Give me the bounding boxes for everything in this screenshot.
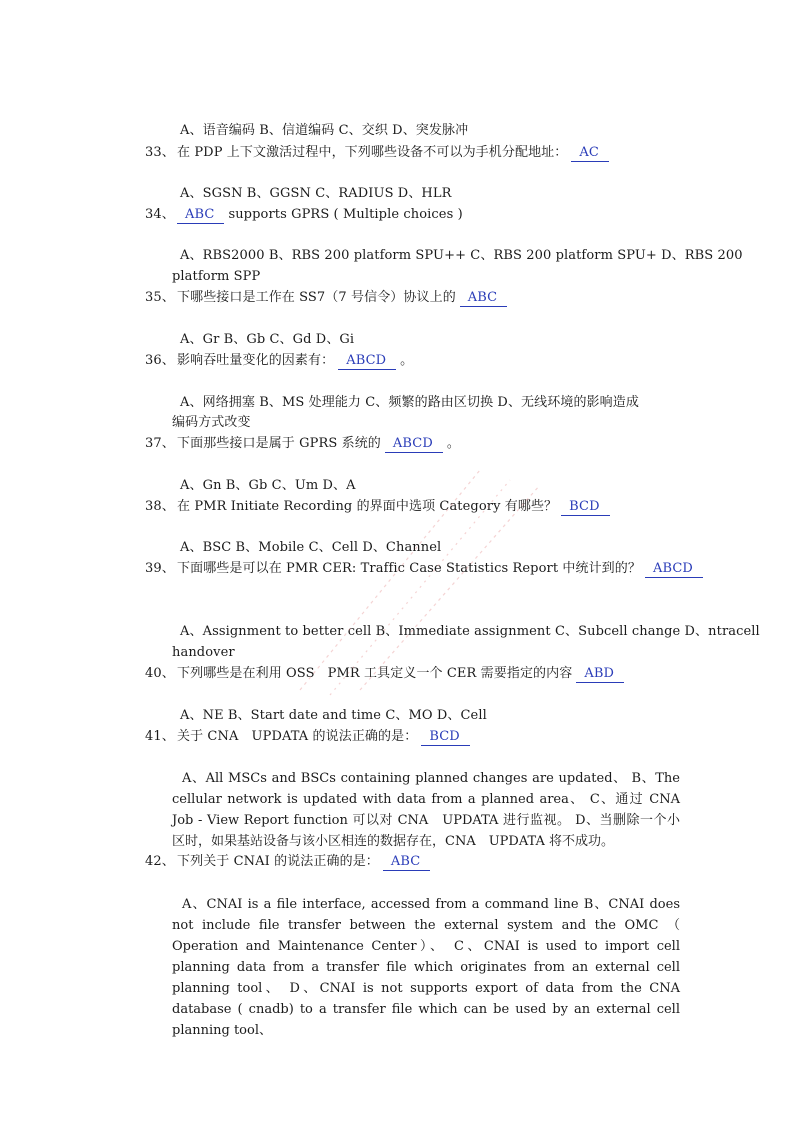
question-number: 38、 — [145, 499, 175, 514]
options-q39-line2: handover — [172, 645, 235, 660]
question-text: 在 PDP 上下文激活过程中，下列哪些设备不可以为手机分配地址： — [177, 145, 568, 160]
answer-blank: BCD — [561, 499, 609, 516]
question-text: 下面那些接口是属于 GPRS 系统的 — [177, 436, 381, 451]
options-q42: A、CNAI is a file interface, accessed from a command line B、CNAI does not include file transfer between the external system and the OMC （ Operation and Maintenance Center）、 C、CNAI is used to import cell planning data from a transfer file which originates from an external cell planning tool、 D、CNAI is not supports export of data from the CNA database ( cnadb) to a transfer file which can be used by an external cell planning tool、 — [172, 897, 680, 1038]
question-number: 41、 — [145, 729, 175, 744]
question-number: 40、 — [145, 666, 175, 681]
question-tail: 。 — [400, 353, 414, 368]
question-text: 在 PMR Initiate Recording 的界面中选项 Category 有哪些？ — [177, 499, 558, 514]
question-text: 影响吞吐量变化的因素有： — [177, 353, 335, 368]
answer-blank: ABC — [460, 290, 507, 307]
options-q39-line1: A、Assignment to better cell B、Immediate assignment C、Subcell change D、ntracell — [180, 624, 760, 639]
question-36 — [145, 351, 705, 371]
answer-blank: ABCD — [385, 436, 443, 453]
options-q34-line1: A、RBS2000 B、RBS 200 platform SPU++ C、RBS 200 platform SPU+ D、RBS 200 — [180, 248, 743, 263]
question-37 — [145, 434, 705, 454]
answer-blank: ABC — [383, 854, 430, 871]
options-q32: A、语音编码 B、信道编码 C、交织 D、突发脉冲 — [180, 123, 469, 138]
question-text: 关于 CNA UPDATA 的说法正确的是： — [177, 729, 418, 744]
answer-blank: AC — [571, 145, 609, 162]
question-41 — [145, 727, 705, 747]
answer-blank: ABCD — [338, 353, 396, 370]
answer-blank: ABC — [177, 207, 224, 224]
question-33 — [145, 143, 705, 163]
question-text: supports GPRS ( Multiple choices ) — [228, 207, 463, 222]
question-number: 37、 — [145, 436, 175, 451]
options-q33: A、SGSN B、GGSN C、RADIUS D、HLR — [180, 186, 452, 201]
question-number: 33、 — [145, 145, 175, 160]
answer-blank: BCD — [421, 729, 469, 746]
options-q38: A、BSC B、Mobile C、Cell D、Channel — [180, 540, 442, 555]
options-q40: A、NE B、Start date and time C、MO D、Cell — [180, 708, 487, 723]
options-q36-line2: 编码方式改变 — [172, 415, 251, 430]
question-text: 下列哪些是在利用 OSS PMR 工具定义一个 CER 需要指定的内容 — [177, 666, 573, 681]
question-38 — [145, 497, 705, 517]
options-q35: A、Gr B、Gb C、Gd D、Gi — [180, 332, 355, 347]
question-39 — [145, 559, 705, 579]
question-text: 下哪些接口是工作在 SS7（7 号信令）协议上的 — [177, 290, 456, 305]
question-number: 36、 — [145, 353, 175, 368]
question-text: 下面哪些是可以在 PMR CER: Traffic Case Statistics Report 中统计到的？ — [177, 561, 641, 576]
question-number: 39、 — [145, 561, 175, 576]
question-text: 下列关于 CNAI 的说法正确的是： — [177, 854, 379, 869]
options-q34-line2: platform SPP — [172, 269, 261, 284]
options-q41: A、All MSCs and BSCs containing planned changes are updated、 B、The cellular network is updated with data from a planned area、 C、通过 CNA Job - View Report function 可以对 CNA UPDATA 进行监视。 D、当删除一个小区时，如果基站设备与该小区相连的数据存在，CNA UPDATA 将不成功。 — [172, 771, 680, 849]
options-q36-line1: A、网络拥塞 B、MS 处理能力 C、频繁的路由区切换 D、无线环境的影响造成 — [180, 395, 639, 410]
options-q37: A、Gn B、Gb C、Um D、A — [180, 478, 356, 493]
answer-blank: ABCD — [645, 561, 703, 578]
question-number: 42、 — [145, 854, 175, 869]
question-34 — [145, 205, 705, 225]
question-tail: 。 — [446, 436, 460, 451]
answer-blank: ABD — [576, 666, 624, 683]
question-42 — [145, 852, 705, 872]
question-35 — [145, 288, 705, 308]
question-40 — [145, 664, 705, 684]
question-number: 35、 — [145, 290, 175, 305]
question-number: 34、 — [145, 207, 175, 222]
